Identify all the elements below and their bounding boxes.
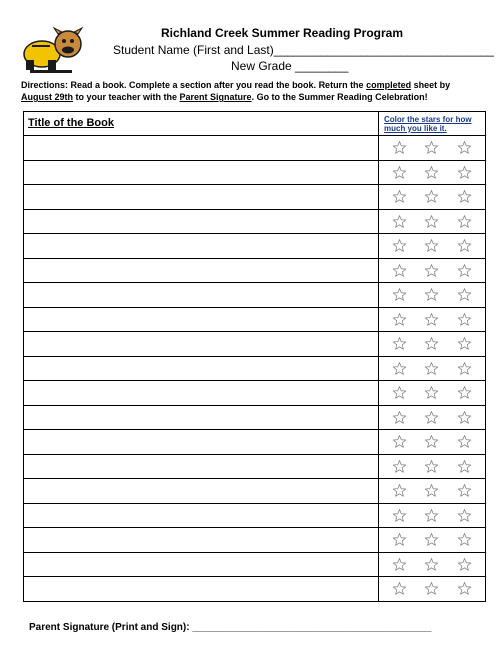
star-rating-cell [379, 356, 486, 381]
star-rating-cell [379, 454, 486, 479]
star-icon[interactable] [392, 459, 407, 474]
star-rating-cell [379, 209, 486, 234]
table-row [24, 577, 486, 602]
book-title-cell[interactable] [24, 454, 379, 479]
star-icon[interactable] [457, 238, 472, 253]
star-icon[interactable] [457, 140, 472, 155]
book-title-cell[interactable] [24, 332, 379, 357]
star-icon[interactable] [392, 312, 407, 327]
star-icon[interactable] [457, 459, 472, 474]
star-icon[interactable] [392, 434, 407, 449]
star-icon[interactable] [457, 361, 472, 376]
star-icon[interactable] [392, 508, 407, 523]
star-icon[interactable] [392, 336, 407, 351]
star-icon[interactable] [457, 434, 472, 449]
star-icon[interactable] [392, 581, 407, 596]
star-icon[interactable] [392, 532, 407, 547]
star-icon[interactable] [424, 238, 439, 253]
book-title-cell[interactable] [24, 283, 379, 308]
star-icon[interactable] [424, 287, 439, 302]
star-icon[interactable] [424, 508, 439, 523]
star-rating-cell [379, 283, 486, 308]
star-rating-cell [379, 332, 486, 357]
star-rating-cell [379, 552, 486, 577]
star-icon[interactable] [457, 483, 472, 498]
parent-signature-field[interactable]: Parent Signature (Print and Sign): ___________________________________________ [29, 622, 432, 633]
student-name-field[interactable]: Student Name (First and Last)_________________________________ [113, 43, 494, 57]
star-icon[interactable] [424, 410, 439, 425]
star-icon[interactable] [392, 385, 407, 400]
table-row [24, 234, 486, 259]
star-rating-cell [379, 307, 486, 332]
star-icon[interactable] [457, 336, 472, 351]
star-icon[interactable] [424, 165, 439, 180]
star-rating-cell [379, 479, 486, 504]
star-icon[interactable] [457, 165, 472, 180]
table-row [24, 136, 486, 161]
table-row [24, 381, 486, 406]
book-title-cell[interactable] [24, 528, 379, 553]
book-title-cell[interactable] [24, 234, 379, 259]
star-icon[interactable] [424, 483, 439, 498]
book-title-cell[interactable] [24, 503, 379, 528]
star-rating-cell [379, 430, 486, 455]
star-rating-cell [379, 577, 486, 602]
table-row [24, 405, 486, 430]
book-title-cell[interactable] [24, 307, 379, 332]
star-icon[interactable] [457, 385, 472, 400]
table-row [24, 258, 486, 283]
book-title-cell[interactable] [24, 479, 379, 504]
table-row [24, 356, 486, 381]
star-icon[interactable] [392, 483, 407, 498]
star-icon[interactable] [457, 508, 472, 523]
star-icon[interactable] [457, 214, 472, 229]
star-rating-cell [379, 381, 486, 406]
star-icon[interactable] [392, 165, 407, 180]
book-title-cell[interactable] [24, 552, 379, 577]
star-icon[interactable] [392, 214, 407, 229]
table-row [24, 528, 486, 553]
column-header-stars: Color the stars for how much you like it. [379, 112, 486, 136]
star-icon[interactable] [392, 238, 407, 253]
star-icon[interactable] [424, 385, 439, 400]
table-row [24, 209, 486, 234]
star-icon[interactable] [424, 532, 439, 547]
table-row [24, 503, 486, 528]
star-icon[interactable] [457, 287, 472, 302]
star-rating-cell [379, 258, 486, 283]
table-row [24, 430, 486, 455]
star-rating-cell [379, 405, 486, 430]
star-rating-cell [379, 528, 486, 553]
star-icon[interactable] [457, 532, 472, 547]
star-icon[interactable] [457, 312, 472, 327]
directions: Directions: Read a book. Complete a section after you read the book. Return the completed sheet by August 29th to your teacher with the Parent Signature. Go to the Summer Reading Celebration! [21, 80, 451, 102]
star-rating-cell [379, 160, 486, 185]
star-rating-cell [379, 136, 486, 161]
grade-field[interactable]: New Grade ________ [231, 59, 349, 73]
star-rating-cell [379, 185, 486, 210]
star-icon[interactable] [392, 361, 407, 376]
star-icon[interactable] [424, 214, 439, 229]
table-row [24, 454, 486, 479]
table-row [24, 283, 486, 308]
book-title-cell[interactable] [24, 258, 379, 283]
table-row [24, 160, 486, 185]
star-icon[interactable] [424, 189, 439, 204]
table-row [24, 332, 486, 357]
book-title-cell[interactable] [24, 136, 379, 161]
star-icon[interactable] [424, 434, 439, 449]
star-icon[interactable] [457, 263, 472, 278]
book-title-cell[interactable] [24, 381, 379, 406]
table-row [24, 479, 486, 504]
star-icon[interactable] [424, 557, 439, 572]
table-row [24, 307, 486, 332]
star-icon[interactable] [424, 263, 439, 278]
star-icon[interactable] [457, 581, 472, 596]
book-title-cell[interactable] [24, 209, 379, 234]
star-icon[interactable] [457, 410, 472, 425]
star-icon[interactable] [424, 312, 439, 327]
star-icon[interactable] [457, 557, 472, 572]
star-icon[interactable] [392, 189, 407, 204]
star-rating-cell [379, 503, 486, 528]
book-title-cell[interactable] [24, 577, 379, 602]
book-title-cell[interactable] [24, 185, 379, 210]
star-icon[interactable] [424, 459, 439, 474]
star-icon[interactable] [424, 361, 439, 376]
table-row [24, 185, 486, 210]
star-rating-cell [379, 234, 486, 259]
column-header-title: Title of the Book [24, 112, 379, 136]
book-title-cell[interactable] [24, 356, 379, 381]
star-icon[interactable] [392, 287, 407, 302]
book-title-cell[interactable] [24, 430, 379, 455]
star-icon[interactable] [424, 336, 439, 351]
star-icon[interactable] [392, 140, 407, 155]
star-icon[interactable] [392, 557, 407, 572]
star-icon[interactable] [424, 581, 439, 596]
reading-log-table [23, 111, 486, 602]
star-icon[interactable] [392, 263, 407, 278]
table-row [24, 552, 486, 577]
book-title-cell[interactable] [24, 405, 379, 430]
star-icon[interactable] [392, 410, 407, 425]
book-title-cell[interactable] [24, 160, 379, 185]
page-title: Richland Creek Summer Reading Program [160, 26, 404, 40]
star-icon[interactable] [424, 140, 439, 155]
star-icon[interactable] [457, 189, 472, 204]
